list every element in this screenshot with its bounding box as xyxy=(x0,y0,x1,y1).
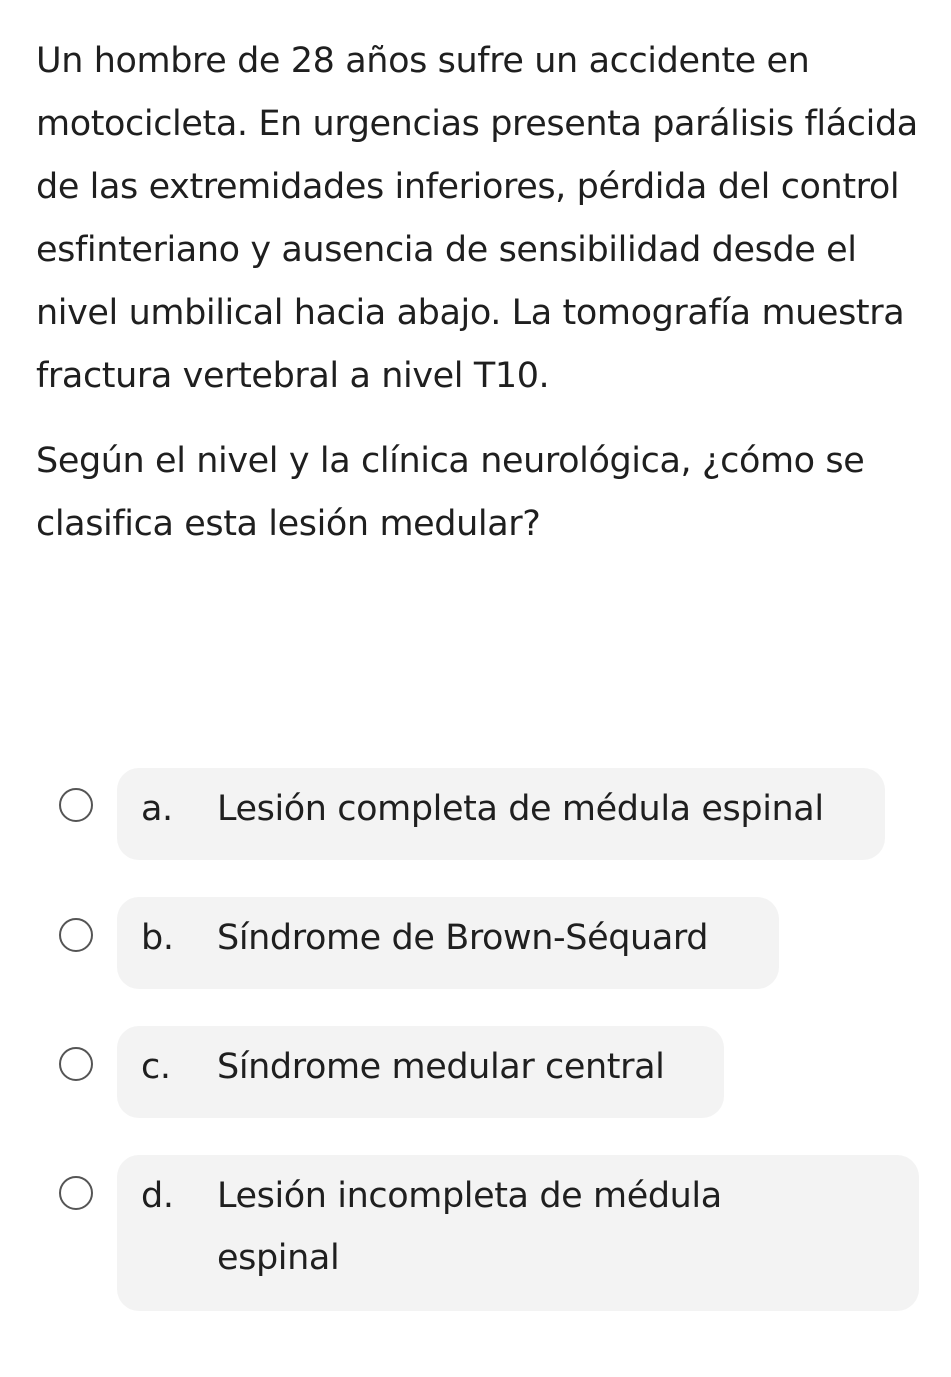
radio-button-c[interactable] xyxy=(59,1047,93,1081)
option-label: Lesión incompleta de médula espinal xyxy=(217,1176,722,1278)
answer-option-d-box[interactable] xyxy=(117,1155,919,1311)
question-prompt: Según el nivel y la clínica neurológica, ¿cómo se clasifica esta lesión medular? xyxy=(36,441,865,544)
answer-option-b-box[interactable] xyxy=(117,897,779,989)
radio-button-a[interactable] xyxy=(59,788,93,822)
question-stem: Un hombre de 28 años sufre un accidente en motocicleta. En urgencias presenta parálisis flácida de las extremidades inferiores, pérdida del control esfinteriano y ausencia de sensibilidad desde el nivel umbilical hacia abajo. La tomografía muestra fractura vertebral a nivel T10. xyxy=(36,41,918,396)
answer-option-a-box[interactable] xyxy=(117,768,885,860)
radio-button-d[interactable] xyxy=(59,1176,93,1210)
option-letter: a. xyxy=(141,789,173,829)
answer-option-c-box[interactable] xyxy=(117,1026,724,1118)
radio-button-b[interactable] xyxy=(59,918,93,952)
question-text xyxy=(36,30,936,556)
option-letter: b. xyxy=(141,918,174,958)
option-label: Lesión completa de médula espinal xyxy=(217,789,824,829)
option-letter: c. xyxy=(141,1047,171,1087)
option-letter: d. xyxy=(141,1176,174,1216)
option-label: Síndrome de Brown-Séquard xyxy=(217,918,709,958)
option-label: Síndrome medular central xyxy=(217,1047,665,1087)
